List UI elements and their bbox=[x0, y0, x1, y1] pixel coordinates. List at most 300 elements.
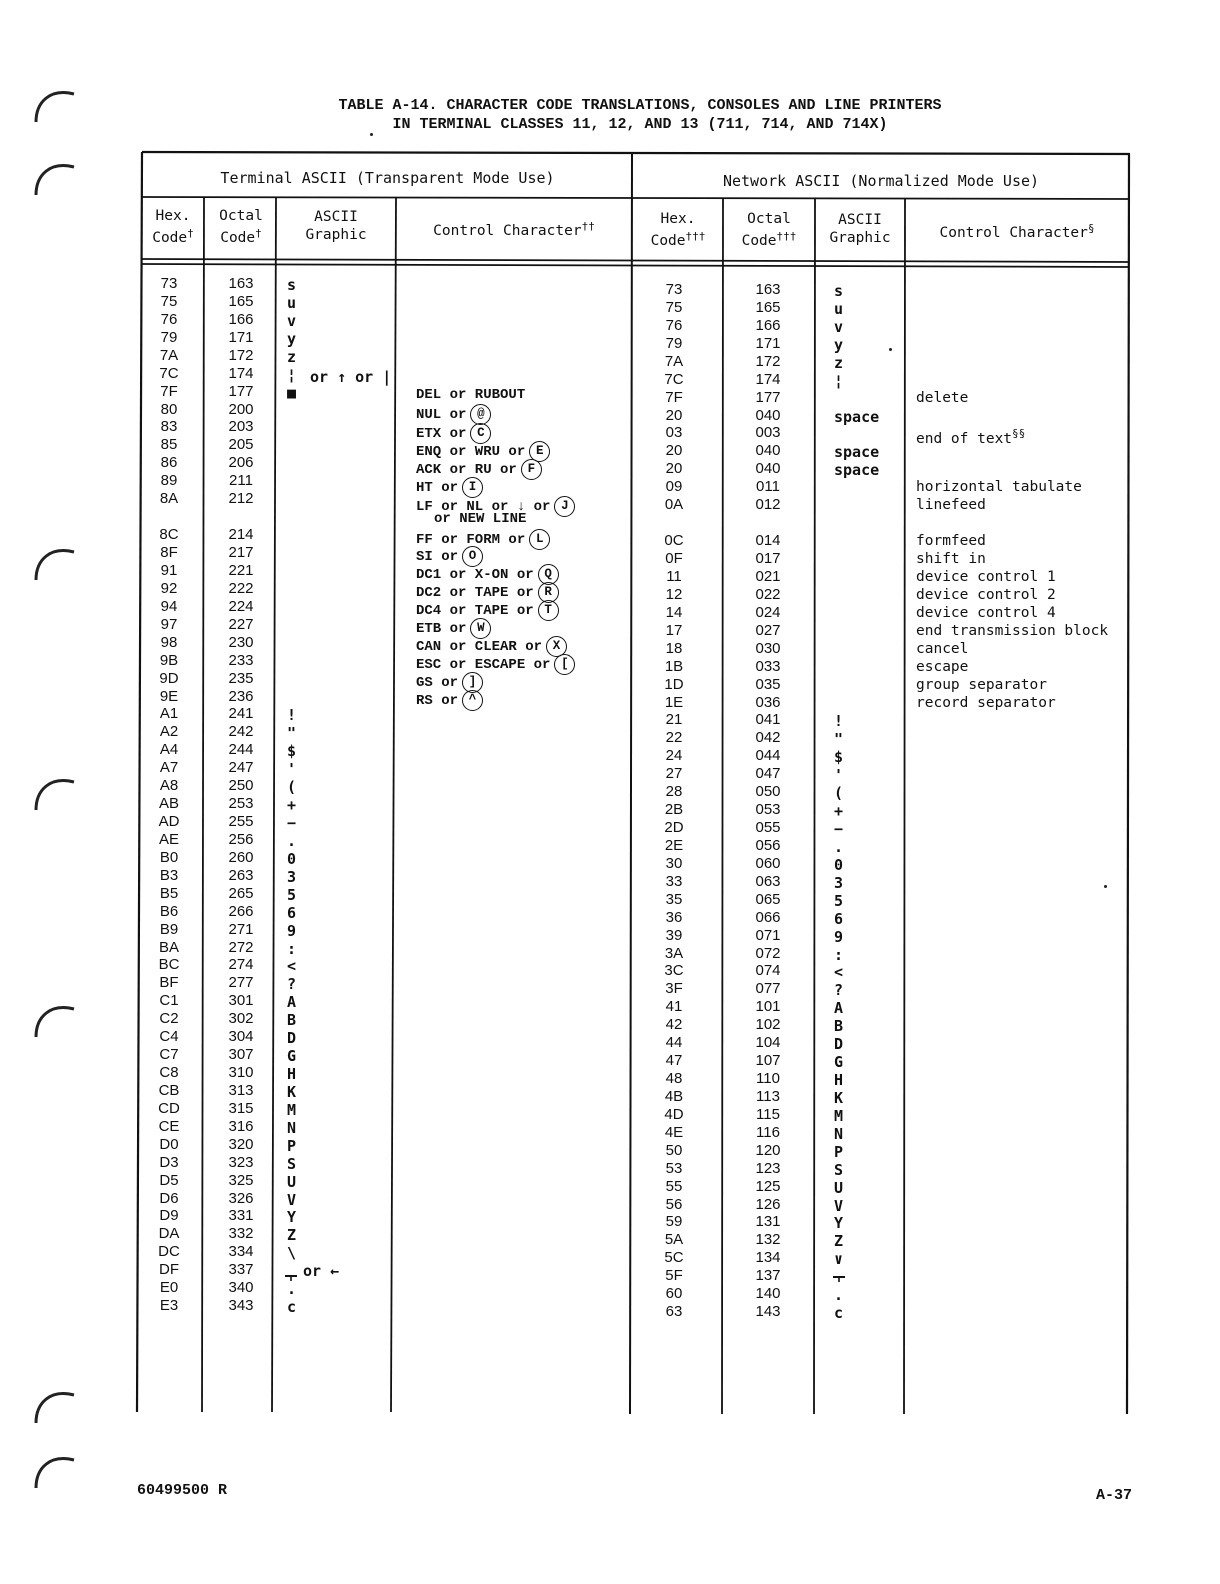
terminal-ascii-graphic: " bbox=[287, 724, 297, 743]
network-control-description bbox=[916, 695, 1126, 712]
network-ascii-group-header: Network ASCII (Normalized Mode Use) bbox=[722, 172, 1040, 190]
terminal-octal-code: 316 bbox=[228, 1117, 254, 1135]
terminal-hex-code: 73 bbox=[160, 275, 178, 292]
network-octal-code: 011 bbox=[756, 478, 780, 496]
network-control-description bbox=[916, 677, 1126, 694]
network-hex-code: 3C bbox=[664, 962, 684, 980]
network-octal-code: 053 bbox=[755, 801, 781, 818]
network-control-text: horizontal tabulate bbox=[916, 479, 1082, 496]
network-ascii-graphic: space bbox=[834, 461, 880, 480]
terminal-octal-code: 171 bbox=[228, 328, 254, 346]
terminal-hex-code: CE bbox=[158, 1117, 180, 1135]
network-control-description bbox=[916, 551, 1126, 568]
network-control-text: device control 4 bbox=[916, 604, 1056, 621]
network-hex-code: 18 bbox=[665, 639, 683, 657]
network-hex-code: 42 bbox=[665, 1016, 683, 1034]
network-control-text: shift in bbox=[916, 551, 986, 567]
circled-key-icon: I bbox=[462, 477, 483, 498]
terminal-octal-code: 250 bbox=[228, 777, 254, 795]
terminal-hex-code: 86 bbox=[160, 454, 178, 472]
terminal-hex-code: C2 bbox=[159, 1010, 179, 1028]
terminal-octal-code: 326 bbox=[228, 1189, 254, 1207]
terminal-octal-code: 244 bbox=[228, 741, 254, 759]
network-ascii-graphic: y bbox=[834, 335, 844, 354]
network-octal-code: 115 bbox=[756, 1105, 780, 1123]
network-hex-code: 30 bbox=[665, 854, 683, 872]
terminal-ascii-graphic: ¦ bbox=[287, 365, 297, 384]
footnote-mark: §§ bbox=[1012, 427, 1026, 441]
terminal-control-entry bbox=[416, 690, 483, 711]
network-control-text: formfeed bbox=[916, 533, 986, 550]
network-octal-code: 102 bbox=[755, 1016, 781, 1034]
terminal-hex-code: BF bbox=[159, 974, 179, 992]
network-octal-code: 047 bbox=[755, 765, 781, 783]
network-ascii-graphic: ∨ bbox=[834, 1250, 844, 1269]
terminal-hex-code: 7F bbox=[160, 382, 178, 400]
circled-key-icon: J bbox=[554, 496, 575, 517]
network-control-text: record separator bbox=[916, 694, 1056, 711]
network-ascii-graphic: space bbox=[834, 443, 880, 462]
terminal-hex-code-header: Hex. Code† bbox=[152, 208, 194, 246]
network-octal-code: 066 bbox=[755, 908, 781, 926]
terminal-hex-code: AD bbox=[158, 813, 180, 830]
network-octal-code: 022 bbox=[755, 585, 781, 603]
circled-key-icon: [ bbox=[554, 654, 575, 675]
terminal-ascii-graphic: u bbox=[287, 293, 297, 312]
network-ascii-graphic: $ bbox=[834, 748, 844, 767]
network-control-description bbox=[916, 641, 1126, 658]
terminal-octal-code: 256 bbox=[228, 830, 254, 848]
terminal-octal-code: 263 bbox=[228, 866, 254, 884]
terminal-hex-code: BA bbox=[158, 938, 179, 956]
network-ascii-graphic: M bbox=[834, 1106, 844, 1125]
network-octal-code: 172 bbox=[755, 352, 781, 370]
network-ascii-graphic: G bbox=[834, 1053, 844, 1072]
terminal-ascii-graphic: A bbox=[287, 993, 297, 1012]
terminal-control-text: NUL or bbox=[416, 407, 467, 423]
circled-key-icon: C bbox=[470, 423, 491, 444]
terminal-hex-code: 8A bbox=[159, 490, 179, 508]
terminal-octal-code: 166 bbox=[228, 310, 254, 328]
network-ascii-graphic: ¦ bbox=[834, 371, 844, 390]
terminal-ascii-graphic: M bbox=[287, 1100, 297, 1119]
network-hex-code: 12 bbox=[665, 585, 683, 603]
network-ascii-graphic: B bbox=[834, 1017, 844, 1036]
network-ascii-graphic: < bbox=[834, 963, 844, 982]
terminal-ascii-graphic: c bbox=[287, 1298, 297, 1317]
network-octal-code: 074 bbox=[755, 962, 781, 980]
terminal-ascii-graphic: ! bbox=[287, 706, 297, 725]
network-octal-code: 113 bbox=[756, 1087, 780, 1105]
network-control-text: device control 2 bbox=[916, 586, 1056, 603]
terminal-ascii-graphic: \ bbox=[287, 1244, 297, 1263]
terminal-ascii-graphic: 3 bbox=[287, 867, 297, 886]
terminal-hex-code: C1 bbox=[159, 992, 179, 1010]
terminal-octal-code: 260 bbox=[228, 848, 254, 866]
terminal-hex-code: 8C bbox=[159, 526, 179, 544]
network-hex-code: 44 bbox=[665, 1034, 683, 1052]
terminal-hex-code: E0 bbox=[159, 1279, 179, 1297]
network-ascii-graphic: c bbox=[834, 1304, 844, 1323]
terminal-octal-code: 200 bbox=[228, 400, 254, 418]
terminal-octal-code: 325 bbox=[228, 1171, 254, 1189]
network-hex-code: 63 bbox=[665, 1303, 683, 1321]
terminal-hex-code: C8 bbox=[159, 1064, 179, 1081]
terminal-octal-code: 271 bbox=[228, 920, 254, 938]
network-ascii-graphic: 6 bbox=[834, 909, 844, 928]
page-number: A-37 bbox=[1096, 1487, 1133, 1504]
network-hex-code: 27 bbox=[665, 765, 683, 783]
terminal-hex-code: DC bbox=[158, 1243, 180, 1261]
terminal-octal-code: 230 bbox=[228, 633, 254, 651]
network-ascii-graphic: A bbox=[834, 999, 844, 1018]
terminal-octal-code: 277 bbox=[228, 974, 254, 992]
network-hex-code: 41 bbox=[665, 998, 683, 1016]
network-hex-code: 50 bbox=[665, 1141, 683, 1159]
network-ascii-graphic: Y bbox=[834, 1214, 844, 1233]
network-octal-code: 101 bbox=[755, 998, 781, 1016]
terminal-ascii-graphic: : bbox=[287, 939, 297, 958]
terminal-octal-code: 301 bbox=[228, 992, 254, 1010]
terminal-octal-code: 304 bbox=[228, 1028, 254, 1046]
network-octal-code: 060 bbox=[755, 854, 781, 872]
network-hex-code: 17 bbox=[665, 621, 683, 639]
network-ascii-graphic: 5 bbox=[834, 891, 844, 910]
network-octal-code: 044 bbox=[755, 747, 781, 765]
terminal-control-text: RS or bbox=[416, 692, 459, 709]
network-octal-code: 126 bbox=[755, 1195, 781, 1213]
terminal-ascii-graphic: P bbox=[287, 1136, 297, 1155]
network-ascii-graphic: . bbox=[834, 1286, 844, 1305]
network-hex-code: 7C bbox=[664, 370, 684, 388]
network-ascii-graphic: S bbox=[834, 1160, 844, 1179]
terminal-hex-code: A1 bbox=[159, 705, 179, 723]
network-ascii-graphic: z bbox=[834, 353, 844, 372]
network-ascii-graphic: K bbox=[834, 1088, 844, 1107]
network-hex-code: 1B bbox=[664, 657, 684, 675]
terminal-hex-code: CD bbox=[158, 1099, 180, 1117]
terminal-ascii-graphic: 9 bbox=[287, 921, 297, 940]
network-octal-code: 166 bbox=[755, 316, 781, 334]
terminal-hex-code: 80 bbox=[160, 400, 178, 418]
network-octal-code: 041 bbox=[755, 711, 781, 729]
terminal-hex-code: AB bbox=[158, 795, 179, 812]
or-left-arrow-note: or ← bbox=[303, 1262, 340, 1280]
network-hex-code: 0C bbox=[664, 532, 684, 550]
network-octal-code: 177 bbox=[755, 388, 781, 406]
network-control-text: end of text bbox=[916, 431, 1013, 448]
network-ascii-graphic: 9 bbox=[834, 927, 844, 946]
terminal-octal-code: 343 bbox=[228, 1297, 254, 1315]
network-control-description bbox=[916, 390, 1126, 407]
network-control-description bbox=[916, 479, 1126, 496]
network-hex-code: 5C bbox=[664, 1249, 684, 1267]
terminal-control-text: ESC or ESCAPE or bbox=[416, 657, 551, 674]
terminal-control-entry bbox=[434, 510, 526, 528]
network-hex-code: 56 bbox=[665, 1195, 683, 1213]
network-ascii-graphic: : bbox=[834, 945, 844, 964]
terminal-ascii-graphic: U bbox=[287, 1172, 297, 1191]
terminal-octal-code: 242 bbox=[228, 723, 254, 741]
network-hex-code: 1D bbox=[664, 675, 684, 693]
network-octal-code: 027 bbox=[755, 621, 781, 639]
network-control-character-header: Control Character§ bbox=[939, 222, 1095, 241]
terminal-control-entry bbox=[416, 386, 525, 404]
network-ascii-graphic: ! bbox=[834, 712, 844, 731]
network-octal-code: 107 bbox=[755, 1052, 781, 1070]
terminal-octal-code: 332 bbox=[228, 1225, 254, 1243]
network-octal-code: 063 bbox=[755, 872, 781, 890]
network-ascii-graphic: U bbox=[834, 1178, 844, 1197]
terminal-control-text: SI or bbox=[416, 548, 459, 565]
terminal-ascii-graphic: D bbox=[287, 1029, 297, 1048]
terminal-octal-code: 233 bbox=[228, 651, 254, 669]
terminal-octal-code: 236 bbox=[228, 687, 254, 705]
circled-key-icon: T bbox=[538, 600, 559, 621]
terminal-hex-code: 8F bbox=[160, 544, 178, 561]
network-ascii-graphic: + bbox=[834, 802, 844, 820]
network-hex-code: 33 bbox=[665, 872, 683, 890]
terminal-octal-code: 247 bbox=[228, 759, 254, 777]
terminal-ascii-graphic: V bbox=[287, 1190, 297, 1209]
terminal-ascii-graphic: ? bbox=[287, 975, 297, 994]
terminal-hex-code: 9D bbox=[159, 669, 179, 687]
network-ascii-graphic: Z bbox=[834, 1232, 844, 1251]
circled-key-icon: L bbox=[529, 529, 550, 550]
network-hex-code: 11 bbox=[666, 567, 682, 585]
network-octal-code: 104 bbox=[755, 1034, 781, 1052]
circled-key-icon: ] bbox=[462, 672, 483, 693]
network-ascii-graphic: s bbox=[834, 282, 844, 300]
underline-glyph-icon bbox=[283, 1272, 299, 1286]
network-octal-code: 171 bbox=[755, 334, 781, 352]
terminal-ascii-graphic: ■ bbox=[287, 383, 297, 402]
network-ascii-graphic: ? bbox=[834, 981, 844, 1000]
terminal-hex-code: DA bbox=[158, 1225, 180, 1243]
network-hex-code: 7F bbox=[665, 388, 683, 406]
network-control-text: escape bbox=[916, 658, 969, 675]
network-ascii-graphic: space bbox=[834, 407, 880, 426]
terminal-octal-code: 211 bbox=[229, 472, 253, 490]
terminal-ascii-graphic: ( bbox=[287, 778, 297, 797]
network-octal-code: 042 bbox=[755, 729, 781, 747]
underline-glyph-icon bbox=[831, 1273, 847, 1287]
network-hex-code: 35 bbox=[665, 890, 683, 908]
network-hex-code: 5A bbox=[664, 1231, 684, 1249]
network-octal-code: 174 bbox=[755, 370, 781, 388]
network-hex-code: 53 bbox=[665, 1159, 683, 1177]
terminal-octal-code: 241 bbox=[228, 705, 254, 723]
network-octal-code: 033 bbox=[755, 657, 781, 675]
terminal-octal-code: 313 bbox=[228, 1081, 254, 1099]
terminal-hex-code: 7C bbox=[159, 364, 179, 382]
terminal-ascii-graphic: Z bbox=[287, 1226, 297, 1245]
terminal-hex-code: 92 bbox=[160, 579, 178, 597]
terminal-hex-code: A2 bbox=[159, 723, 179, 741]
network-hex-code: 0A bbox=[664, 496, 684, 514]
terminal-octal-code: 205 bbox=[228, 436, 254, 454]
terminal-ascii-graphic: 5 bbox=[287, 885, 297, 904]
terminal-ascii-graphic: 0 bbox=[287, 849, 297, 868]
network-ascii-graphic: − bbox=[834, 820, 844, 838]
network-octal-code: 072 bbox=[755, 944, 781, 962]
terminal-octal-code: 334 bbox=[228, 1243, 254, 1261]
network-octal-code: 050 bbox=[755, 783, 781, 801]
terminal-hex-code: D9 bbox=[159, 1207, 179, 1225]
terminal-hex-code: DF bbox=[159, 1261, 179, 1279]
network-hex-code: 76 bbox=[665, 316, 683, 334]
terminal-ascii-graphic: . bbox=[287, 1280, 297, 1299]
or-up-arrow-or-bar-note: or ↑ or | bbox=[310, 368, 392, 386]
network-octal-code: 021 bbox=[755, 567, 781, 585]
terminal-octal-code: 265 bbox=[228, 884, 254, 902]
terminal-octal-code: 174 bbox=[228, 364, 254, 382]
terminal-hex-code: 7A bbox=[159, 346, 179, 364]
terminal-hex-code: A7 bbox=[159, 759, 179, 777]
terminal-ascii-group-header: Terminal ASCII (Transparent Mode Use) bbox=[220, 169, 555, 187]
terminal-hex-code: B5 bbox=[159, 884, 179, 902]
network-hex-code: 47 bbox=[665, 1052, 683, 1070]
circled-key-icon: O bbox=[462, 546, 483, 567]
network-control-text: delete bbox=[916, 389, 969, 406]
network-octal-code: 137 bbox=[755, 1267, 781, 1285]
terminal-hex-code: 9E bbox=[159, 687, 179, 705]
terminal-ascii-graphic: G bbox=[287, 1047, 297, 1066]
table-title-line-2: IN TERMINAL CLASSES 11, 12, AND 13 (711, 714, AND 714X) bbox=[392, 116, 888, 133]
terminal-octal-code: 163 bbox=[228, 275, 254, 292]
terminal-hex-code: BC bbox=[158, 956, 180, 974]
terminal-octal-code: 253 bbox=[228, 795, 254, 812]
terminal-control-text: DC2 or TAPE or bbox=[416, 584, 534, 601]
network-octal-code: 056 bbox=[755, 836, 781, 854]
terminal-ascii-graphic: y bbox=[287, 329, 297, 348]
terminal-hex-code: E3 bbox=[159, 1297, 179, 1315]
terminal-control-text: GS or bbox=[416, 674, 459, 691]
terminal-control-text: ENQ or WRU or bbox=[416, 443, 526, 460]
terminal-octal-code: 214 bbox=[228, 526, 254, 544]
circled-key-icon: X bbox=[546, 636, 567, 657]
terminal-control-text: or NEW LINE bbox=[434, 511, 527, 527]
terminal-hex-code: 75 bbox=[160, 292, 178, 310]
network-octal-code: 014 bbox=[755, 532, 781, 550]
network-hex-code: 7A bbox=[664, 352, 684, 370]
terminal-hex-code: 83 bbox=[160, 418, 178, 436]
terminal-control-text: FF or FORM or bbox=[416, 531, 526, 548]
network-control-description bbox=[916, 587, 1126, 604]
terminal-hex-code: CB bbox=[158, 1081, 180, 1099]
network-octal-code: 140 bbox=[755, 1285, 781, 1303]
document-number: 60499500 R bbox=[137, 1482, 228, 1499]
terminal-ascii-graphic: Y bbox=[287, 1208, 297, 1227]
network-hex-code: 36 bbox=[665, 908, 683, 926]
terminal-hex-code: A8 bbox=[159, 777, 179, 795]
network-ascii-graphic: 3 bbox=[834, 873, 844, 892]
network-octal-code-header: Octal Code††† bbox=[741, 211, 797, 249]
terminal-octal-code: 323 bbox=[228, 1153, 254, 1171]
network-hex-code-header: Hex. Code††† bbox=[650, 211, 706, 249]
terminal-ascii-graphic: N bbox=[287, 1118, 297, 1137]
terminal-hex-code: D3 bbox=[159, 1153, 179, 1171]
network-hex-code: 28 bbox=[665, 783, 683, 801]
terminal-hex-code: B3 bbox=[159, 866, 179, 884]
network-ascii-graphic-header: ASCII Graphic bbox=[829, 212, 891, 246]
terminal-octal-code: 203 bbox=[228, 418, 254, 436]
terminal-octal-code: 235 bbox=[228, 669, 254, 687]
terminal-octal-code: 266 bbox=[228, 902, 254, 920]
terminal-octal-code: 217 bbox=[228, 544, 254, 561]
network-hex-code: 21 bbox=[665, 711, 683, 729]
network-hex-code: 20 bbox=[665, 460, 683, 478]
terminal-octal-code: 165 bbox=[228, 292, 254, 310]
network-hex-code: 03 bbox=[665, 424, 683, 442]
network-hex-code: 22 bbox=[665, 729, 683, 747]
network-octal-code: 077 bbox=[755, 980, 781, 998]
terminal-control-text: ACK or RU or bbox=[416, 461, 517, 478]
network-octal-code: 120 bbox=[755, 1141, 781, 1159]
network-octal-code: 116 bbox=[756, 1123, 780, 1141]
network-hex-code: 2D bbox=[664, 819, 684, 836]
terminal-octal-code: 274 bbox=[228, 956, 254, 974]
network-octal-code: 123 bbox=[755, 1159, 781, 1177]
network-control-text: cancel bbox=[916, 640, 969, 657]
terminal-ascii-graphic: − bbox=[287, 814, 297, 832]
terminal-ascii-graphic: B bbox=[287, 1011, 297, 1030]
network-ascii-graphic: ' bbox=[834, 766, 844, 785]
network-control-text: device control 1 bbox=[916, 568, 1056, 585]
terminal-octal-code: 255 bbox=[228, 813, 254, 830]
network-control-description bbox=[916, 659, 1126, 676]
network-ascii-graphic: N bbox=[834, 1124, 844, 1143]
terminal-hex-code: B6 bbox=[159, 902, 179, 920]
network-ascii-graphic: ( bbox=[834, 784, 844, 803]
network-octal-code: 036 bbox=[755, 693, 781, 711]
terminal-hex-code: 85 bbox=[160, 436, 178, 454]
network-control-text: group separator bbox=[916, 676, 1047, 693]
network-control-description bbox=[916, 425, 1126, 448]
network-octal-code: 065 bbox=[755, 890, 781, 908]
network-octal-code: 163 bbox=[755, 281, 781, 298]
circled-key-icon: E bbox=[529, 441, 550, 462]
network-hex-code: 55 bbox=[665, 1177, 683, 1195]
terminal-control-text: LF or NL or ↓ or bbox=[416, 498, 551, 515]
terminal-control-text: HT or bbox=[416, 479, 459, 496]
network-octal-code: 040 bbox=[755, 460, 781, 478]
terminal-octal-code: 320 bbox=[228, 1135, 254, 1153]
terminal-octal-code: 337 bbox=[228, 1261, 254, 1279]
terminal-ascii-graphic: $ bbox=[287, 742, 297, 761]
network-control-text: end transmission block bbox=[916, 622, 1109, 639]
network-octal-code: 134 bbox=[755, 1249, 781, 1267]
terminal-hex-code: C4 bbox=[159, 1028, 179, 1046]
terminal-ascii-graphic: ' bbox=[287, 760, 297, 779]
terminal-octal-code: 272 bbox=[228, 938, 254, 956]
network-ascii-graphic: v bbox=[834, 317, 844, 336]
terminal-octal-code: 310 bbox=[228, 1064, 254, 1081]
circled-key-icon: F bbox=[521, 459, 542, 480]
network-octal-code: 131 bbox=[755, 1213, 781, 1231]
network-control-description bbox=[916, 497, 1126, 514]
network-hex-code: 0F bbox=[665, 550, 683, 567]
network-ascii-graphic: V bbox=[834, 1196, 844, 1215]
terminal-octal-code: 227 bbox=[228, 615, 254, 633]
circled-key-icon: R bbox=[538, 582, 559, 603]
network-ascii-graphic: H bbox=[834, 1071, 844, 1089]
network-octal-code: 125 bbox=[755, 1177, 781, 1195]
circled-key-icon: ^ bbox=[462, 690, 483, 711]
terminal-ascii-graphic: z bbox=[287, 347, 297, 366]
network-octal-code: 165 bbox=[755, 298, 781, 316]
network-hex-code: 4B bbox=[664, 1087, 684, 1105]
